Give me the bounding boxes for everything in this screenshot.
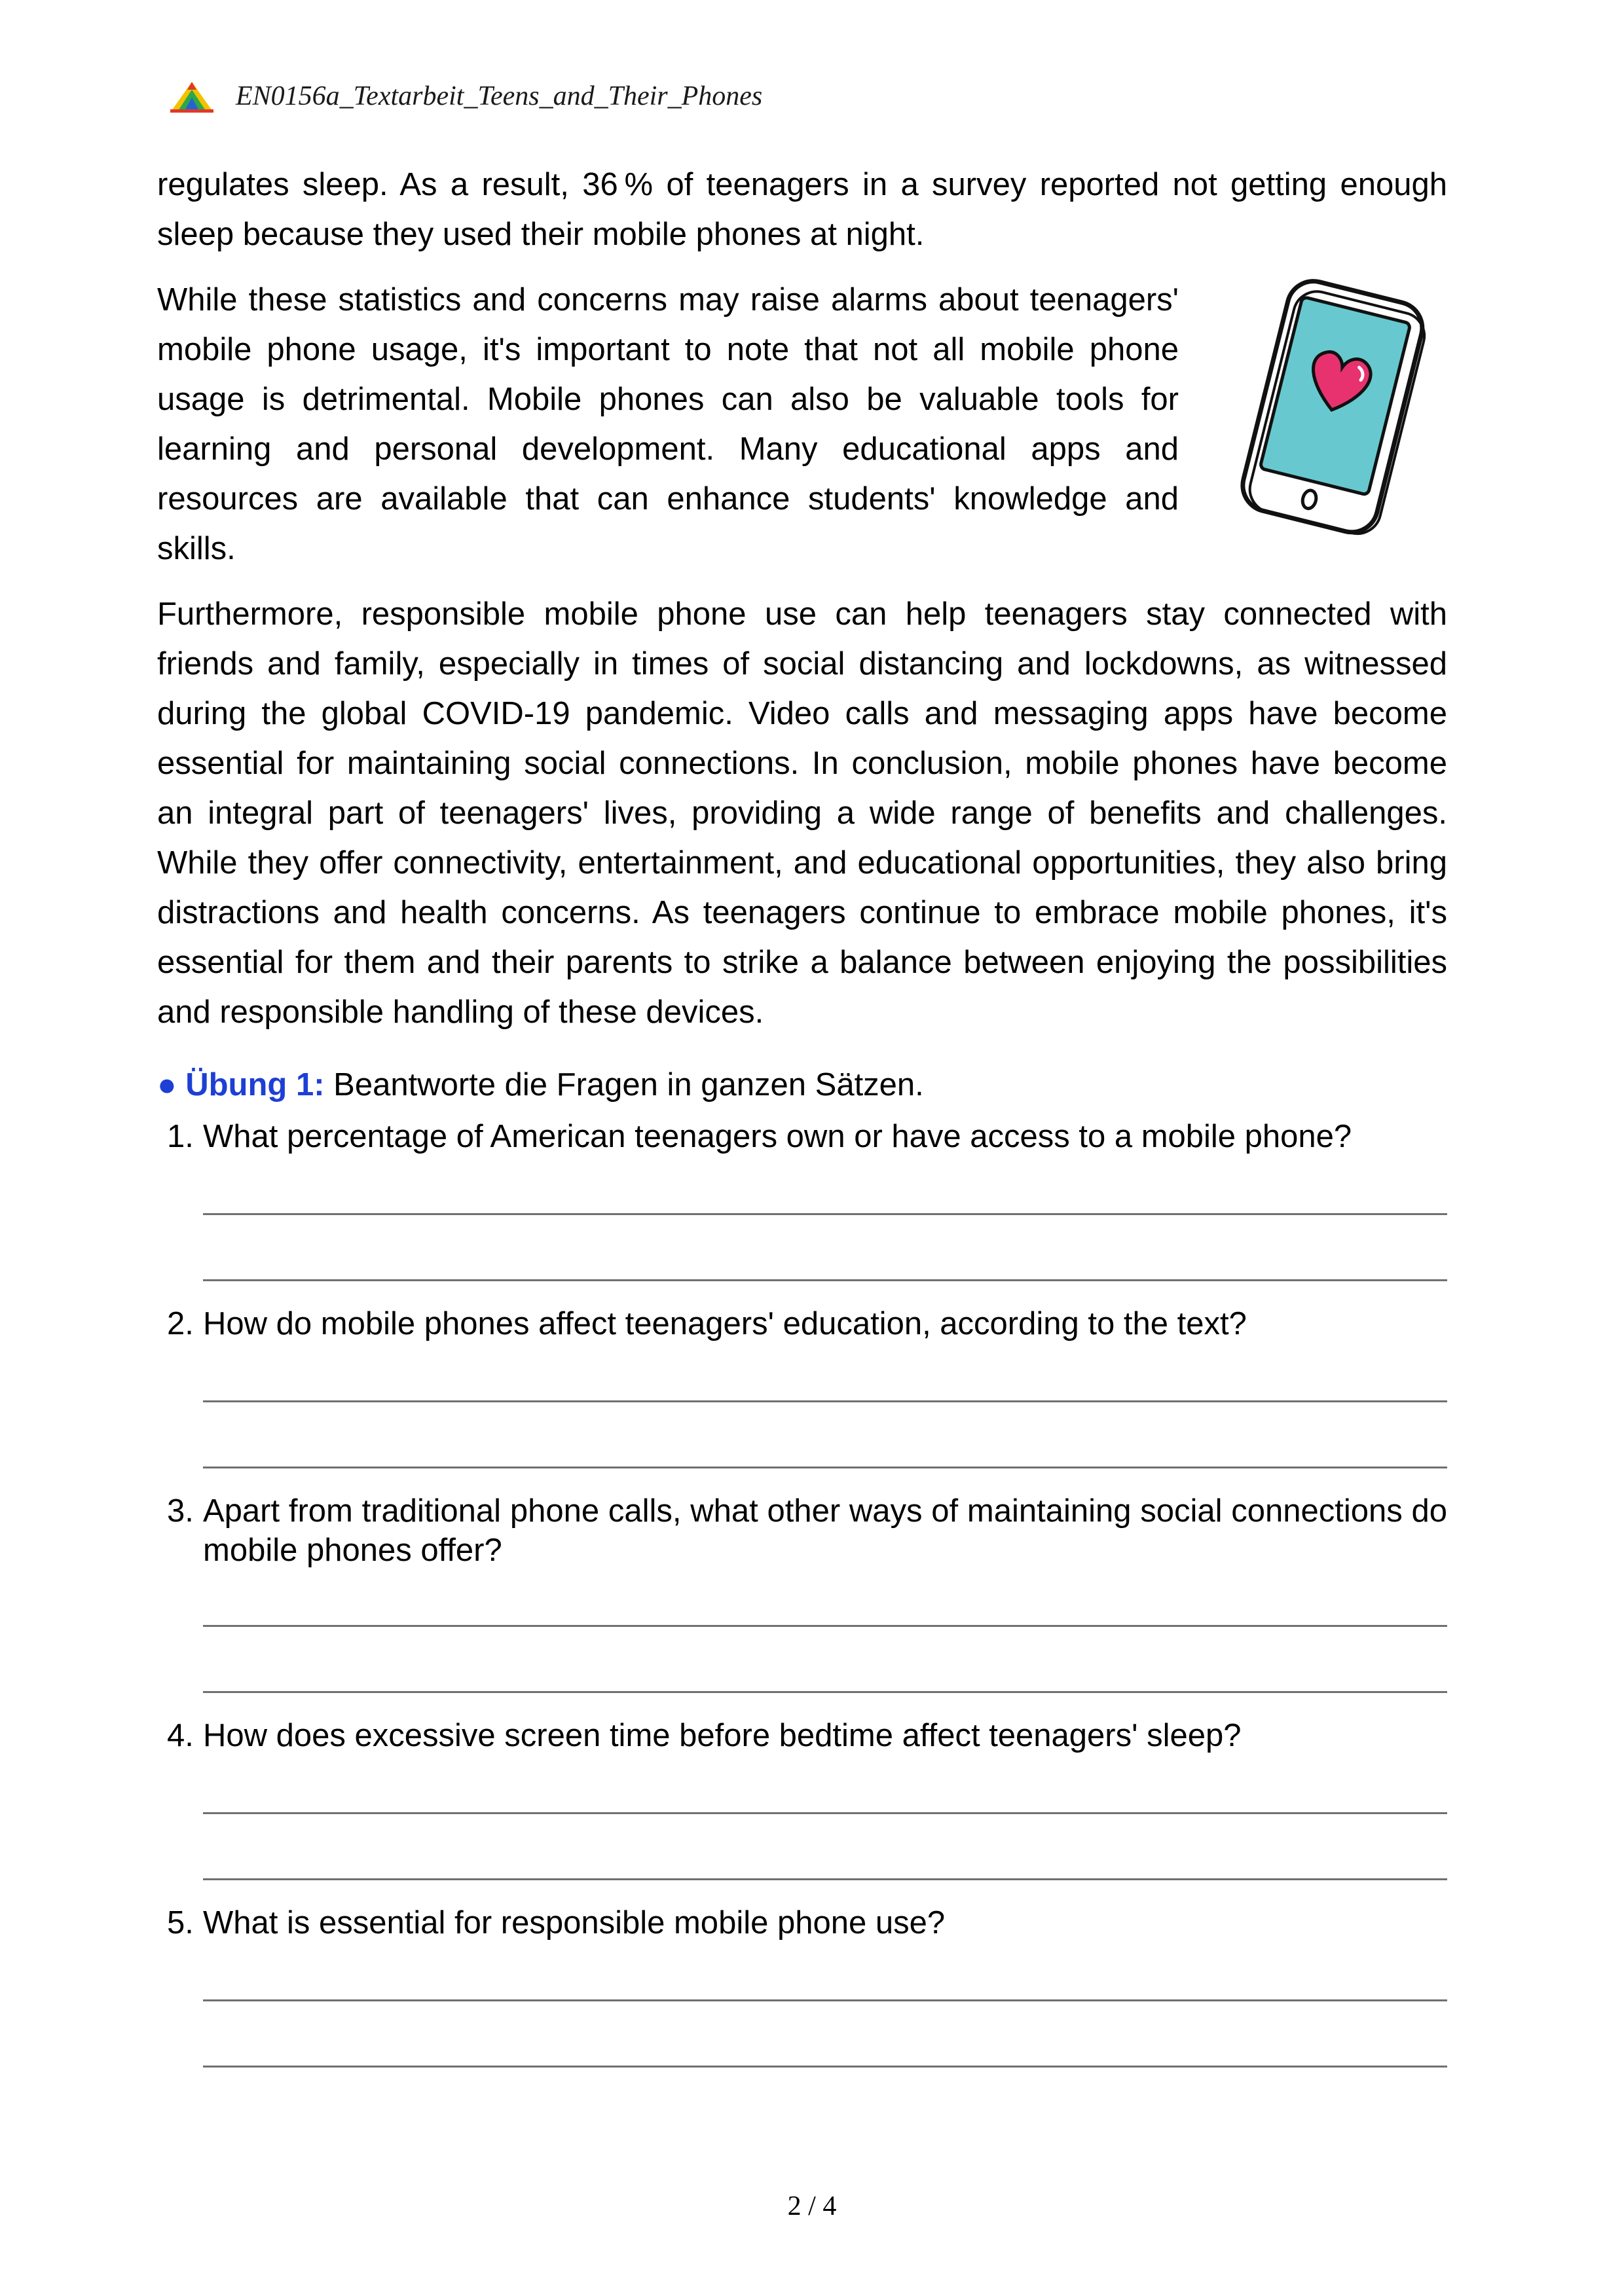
answer-line-3a[interactable] [203, 1625, 1447, 1627]
paragraph-3: Furthermore, responsible mobile phone use can help teenagers stay connected with friends and family, especially in times of social distancing and lockdowns, as witnessed during the global COVID-19 pandemic. Video calls and messaging apps have become essential for maintaining social connections. In conclusion, mobile phones have become an integral part of teenagers' lives, providing a wide range of benefits and challenges. While they offer connectivity, entertainment, and educational opportunities, they also bring distractions and health concerns. As teenagers continue to embrace mobile phones, it's essential for them and their parents to strike a balance between enjoying the possibilities and responsible handling of these devices. [157, 596, 1447, 1030]
question-text: How do mobile phones affect teenagers' education, according to the text? [203, 1306, 1247, 1341]
answer-line-1a[interactable] [203, 1213, 1447, 1215]
question-text: Apart from traditional phone calls, what other ways of maintaining social connections do mobile phones offer? [203, 1493, 1447, 1568]
document-title: EN0156a_Textarbeit_Teens_and_Their_Phones [236, 81, 763, 111]
question-number: 5. [167, 1905, 194, 1941]
paragraph-1: regulates sleep. As a result, 36 % of teenagers in a survey reported not getting enough sleep because they used their mobile phones at night. [157, 167, 1447, 252]
question-number: 4. [167, 1718, 194, 1753]
question-3 [167, 1491, 1447, 1570]
question-2 [167, 1304, 1447, 1343]
page-header [169, 73, 762, 119]
exercise-bullet: ● [157, 1067, 177, 1102]
phone-with-heart-icon [1218, 275, 1441, 537]
page-number: 2 / 4 [787, 2191, 837, 2221]
answer-line-2b[interactable] [203, 1467, 1447, 1468]
question-number: 1. [167, 1119, 194, 1154]
question-text: How does excessive screen time before bedtime affect teenagers' sleep? [203, 1718, 1242, 1753]
answer-line-4a[interactable] [203, 1812, 1447, 1814]
answer-line-5a[interactable] [203, 1999, 1447, 2001]
question-number: 2. [167, 1306, 194, 1341]
answer-line-3b[interactable] [203, 1691, 1447, 1693]
answer-line-4b[interactable] [203, 1878, 1447, 1880]
answer-line-1b[interactable] [203, 1279, 1447, 1281]
exercise-label: Übung 1: [185, 1067, 325, 1102]
answer-line-5b[interactable] [203, 2066, 1447, 2068]
question-5 [167, 1903, 1447, 1942]
exercise-instruction: Beantworte die Fragen in ganzen Sätzen. [333, 1067, 924, 1102]
question-text: What is essential for responsible mobile phone use? [203, 1905, 946, 1941]
question-1 [167, 1117, 1447, 1156]
question-text: What percentage of American teenagers own or have access to a mobile phone? [203, 1119, 1352, 1154]
exercise-heading [157, 1062, 924, 1108]
question-number: 3. [167, 1493, 194, 1529]
question-4 [167, 1716, 1447, 1755]
answer-line-2a[interactable] [203, 1400, 1447, 1402]
paragraph-2: While these statistics and concerns may raise alarms about teenagers' mobile phone usage, it's important to note that not all mobile phone usage is detrimental. Mobile phones can also be valuable tools for learning and personal development. Many educational apps and resources are available that can enhance students' knowledge and skills. [157, 282, 1179, 566]
mountain-logo-icon [169, 78, 215, 115]
